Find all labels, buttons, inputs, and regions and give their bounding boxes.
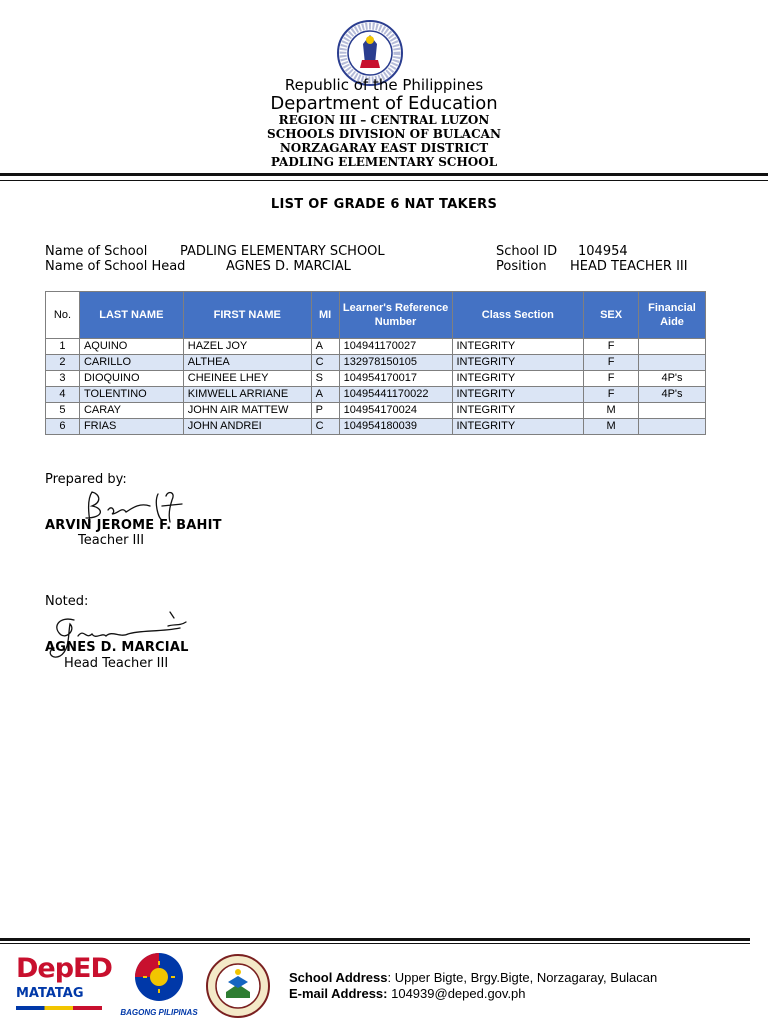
cell-first-name: CHEINEE LHEY	[183, 371, 311, 387]
cell-sex: F	[584, 371, 639, 387]
col-header-last-name: LAST NAME	[79, 292, 183, 339]
header-district: NORZAGARAY EAST DISTRICT	[279, 141, 489, 155]
cell-mi: A	[311, 339, 339, 355]
col-header-aide: Financial Aide	[639, 292, 706, 339]
cell-aide	[639, 339, 706, 355]
school-head-label: Name of School Head	[45, 259, 186, 274]
cell-mi: P	[311, 403, 339, 419]
prepared-by-position: Teacher III	[78, 533, 145, 548]
school-address-label: School Address	[289, 970, 388, 985]
cell-last-name: TOLENTINO	[79, 387, 183, 403]
school-head-value: AGNES D. MARCIAL	[226, 259, 351, 274]
cell-first-name: ALTHEA	[183, 355, 311, 371]
cell-section: INTEGRITY	[452, 371, 584, 387]
col-header-lrn: Learner's Reference Number	[339, 292, 452, 339]
cell-sex: F	[584, 339, 639, 355]
school-address-value: : Upper Bigte, Brgy.Bigte, Norzagaray, Bulacan	[387, 970, 658, 985]
cell-first-name: HAZEL JOY	[183, 339, 311, 355]
email-address-line	[289, 986, 526, 1001]
table-row	[46, 419, 706, 435]
prepared-by-name: ARVIN JEROME F. BAHIT	[45, 518, 222, 533]
cell-mi: S	[311, 371, 339, 387]
cell-sex: F	[584, 387, 639, 403]
cell-mi: C	[311, 419, 339, 435]
header-region: REGION III – CENTRAL LUZON	[278, 113, 490, 127]
cell-first-name: JOHN AIR MATTEW	[183, 403, 311, 419]
cell-no: 4	[46, 387, 80, 403]
bagong-pilipinas-text: BAGONG PILIPINAS	[120, 1008, 198, 1017]
cell-mi: C	[311, 355, 339, 371]
prepared-by-label: Prepared by:	[45, 472, 127, 487]
bagong-pilipinas-emblem-icon	[118, 950, 200, 1004]
header-country: Republic of the Philippines	[284, 76, 484, 94]
cell-first-name: JOHN ANDREI	[183, 419, 311, 435]
table-row	[46, 355, 706, 371]
col-header-mi: MI	[311, 292, 339, 339]
cell-first-name: KIMWELL ARRIANE	[183, 387, 311, 403]
table-row	[46, 403, 706, 419]
cell-section: INTEGRITY	[452, 355, 584, 371]
cell-lrn: 104941170027	[339, 339, 452, 355]
school-name-value: PADLING ELEMENTARY SCHOOL	[180, 244, 385, 259]
cell-last-name: CARAY	[79, 403, 183, 419]
matatag-logo-text: MATATAG	[16, 986, 84, 1001]
email-address-value: 104939@deped.gov.ph	[387, 986, 526, 1001]
noted-name: AGNES D. MARCIAL	[45, 640, 189, 655]
cell-no: 6	[46, 419, 80, 435]
table-header-row	[46, 292, 706, 339]
cell-sex: M	[584, 403, 639, 419]
cell-lrn: 104954170024	[339, 403, 452, 419]
cell-no: 2	[46, 355, 80, 371]
cell-no: 1	[46, 339, 80, 355]
cell-last-name: FRIAS	[79, 419, 183, 435]
table-row	[46, 387, 706, 403]
col-header-no: No.	[46, 292, 80, 339]
header-rule-thin	[0, 180, 768, 181]
cell-last-name: AQUINO	[79, 339, 183, 355]
col-header-sex: SEX	[584, 292, 639, 339]
cell-section: INTEGRITY	[452, 339, 584, 355]
padling-es-seal-icon	[206, 954, 270, 1018]
col-header-first-name: FIRST NAME	[183, 292, 311, 339]
document-title: LIST OF GRADE 6 NAT TAKERS	[270, 197, 498, 212]
cell-aide: 4P's	[639, 371, 706, 387]
cell-aide: 4P's	[639, 387, 706, 403]
table-row	[46, 339, 706, 355]
school-id-label: School ID	[496, 244, 558, 259]
cell-last-name: DIOQUINO	[79, 371, 183, 387]
col-header-section: Class Section	[452, 292, 584, 339]
deped-logo-text: DepED	[16, 953, 112, 984]
noted-position: Head Teacher III	[64, 656, 169, 671]
noted-label: Noted:	[45, 594, 89, 609]
cell-sex: M	[584, 419, 639, 435]
cell-mi: A	[311, 387, 339, 403]
position-value: HEAD TEACHER III	[570, 259, 688, 274]
cell-lrn: 104954180039	[339, 419, 452, 435]
cell-section: INTEGRITY	[452, 387, 584, 403]
footer-rule-thin	[0, 943, 750, 944]
cell-sex: F	[584, 355, 639, 371]
deped-matatag-logo	[16, 953, 112, 1018]
cell-aide	[639, 403, 706, 419]
cell-section: INTEGRITY	[452, 419, 584, 435]
header-rule	[0, 173, 768, 176]
cell-no: 5	[46, 403, 80, 419]
bagong-pilipinas-logo	[118, 950, 200, 1018]
cell-lrn: 132978150105	[339, 355, 452, 371]
header-division: SCHOOLS DIVISION OF BULACAN	[267, 127, 501, 141]
school-address-line	[289, 970, 657, 985]
cell-last-name: CARILLO	[79, 355, 183, 371]
nat-takers-table	[45, 291, 706, 435]
school-id-value: 104954	[578, 244, 628, 259]
school-name-label: Name of School	[45, 244, 148, 259]
cell-lrn: 10495441170022	[339, 387, 452, 403]
header-school: PADLING ELEMENTARY SCHOOL	[270, 155, 498, 169]
table-row	[46, 371, 706, 387]
email-address-label: E-mail Address:	[289, 986, 388, 1001]
header-department: Department of Education	[270, 93, 498, 114]
cell-aide	[639, 419, 706, 435]
footer-rule	[0, 938, 750, 941]
cell-lrn: 104954170017	[339, 371, 452, 387]
position-label: Position	[496, 259, 547, 274]
cell-aide	[639, 355, 706, 371]
cell-no: 3	[46, 371, 80, 387]
cell-section: INTEGRITY	[452, 403, 584, 419]
